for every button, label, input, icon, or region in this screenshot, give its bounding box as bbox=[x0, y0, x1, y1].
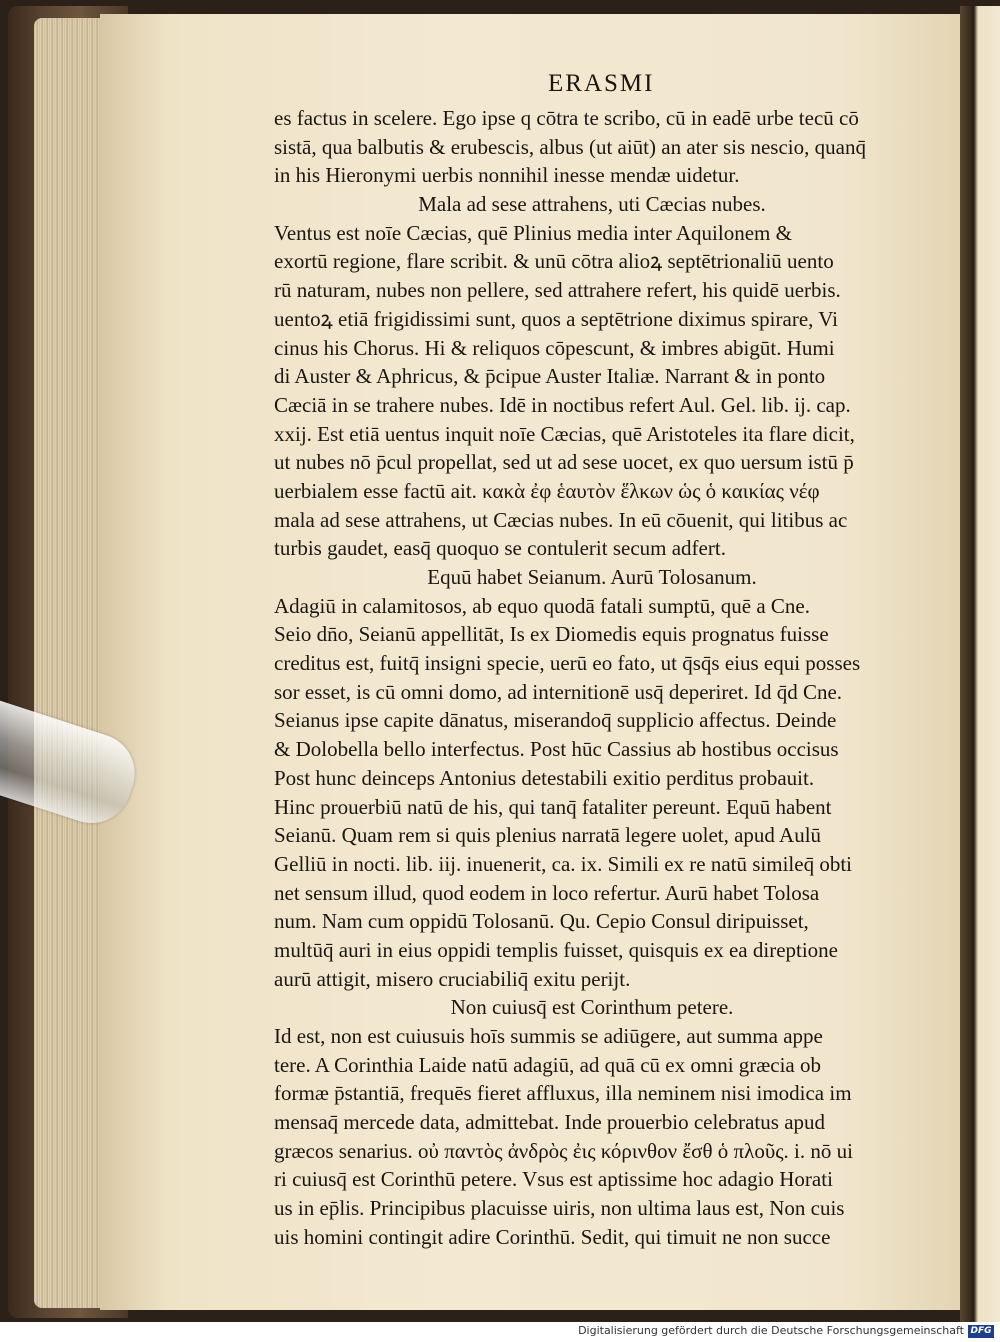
text-line: ri cuiusq̄ est Corinthū petere. Vsus est aptissime hoc adagio Horati bbox=[274, 1167, 833, 1192]
text-line: net sensum illud, quod eodem in loco refertur. Aurū habet Tolosa bbox=[274, 880, 820, 905]
text-line: Seio dn̄o, Seianū appellitāt, Is ex Diomedis equis prognatus fuisse bbox=[274, 622, 829, 647]
text-line: Adagiū in calamitosos, ab equo quodā fatali sumptū, quē a Cne. bbox=[274, 593, 810, 618]
text-line: Ventus est noīe Cæcias, quē Plinius media inter Aquilonem & bbox=[274, 220, 792, 245]
text-line: formæ p̄stantiā, frequēs fieret affluxus, illa neminem nisi imodica im bbox=[274, 1081, 852, 1106]
text-line: num. Nam cum oppidū Tolosanū. Qu. Cepio Consul diripuisset, bbox=[274, 909, 809, 934]
text-line: cinus his Chorus. Hi & reliquos cōpescunt, & imbres abigūt. Humi bbox=[274, 335, 835, 360]
text-line: Gelliū in nocti. lib. iij. inuenerit, ca. ix. Simili ex re natū simileq̄ obti bbox=[274, 851, 852, 876]
text-line: sistā, qua balbutis & erubescis, albus (ut aiūt) an ater sis nescio, quanq̄ bbox=[274, 134, 866, 159]
text-line: Seianus ipse capite dānatus, miserandoq̄ supplicio affectus. Deinde bbox=[274, 708, 837, 733]
text-line: & Dolobella bello interfectus. Post hūc Cassius ab hostibus occisus bbox=[274, 737, 839, 762]
text-line: es factus in scelere. Ego ipse q cōtra te scribo, cū in eadē urbe tecū cō bbox=[274, 106, 859, 130]
dfg-logo: DFG bbox=[968, 1325, 994, 1338]
section-heading: Mala ad sese attrahens, uti Cæcias nubes. bbox=[418, 192, 766, 217]
text-line: rū naturam, nubes non pellere, sed attrahere refert, his quidē uerbis. bbox=[274, 278, 841, 303]
text-line: exortū regione, flare scribit. & unū cōtra alioꝝ septētrionaliū uento bbox=[274, 249, 834, 274]
page-text bbox=[274, 104, 910, 1252]
text-line: mensaq̄ mercede data, admittebat. Inde prouerbio celebratus apud bbox=[274, 1110, 826, 1135]
section-heading: Non cuiusq̄ est Corinthum petere. bbox=[450, 995, 734, 1020]
text-line: mala ad sese attrahens, ut Cæcias nubes. In eū cōuenit, qui litibus ac bbox=[274, 507, 848, 532]
text-line: us in ep̄lis. Principibus placuisse uiris, non ultima laus est, Non cuis bbox=[274, 1196, 845, 1221]
text-line: aurū attigit, misero cruciabiliq̄ exitu perijt. bbox=[274, 966, 631, 991]
text-line: sor esset, is cū omni domo, ad internitionē usq̄ deperiret. Id q̄d Cne. bbox=[274, 679, 843, 704]
text-line: creditus est, fuitq̄ insigni specie, uerū eo fato, ut q̄sq̄s eius equi posses bbox=[274, 651, 861, 676]
text-line: Seianū. Quam rem si quis plenius narratā legere uolet, apud Aulū bbox=[274, 823, 822, 848]
footer bbox=[0, 1322, 1000, 1342]
facing-page-edge bbox=[988, 60, 1000, 260]
text-line: græcos senarius. οὐ παντὸς ἀνδρὸς ἐις κόρινθον ἔσθ ὁ πλοῦς. i. nō ui bbox=[274, 1138, 853, 1163]
text-line: uentoꝝ etiā frigidissimi sunt, quos a septētrione diximus spirare, Vi bbox=[274, 306, 838, 331]
text-line: ut nubes nō p̄cul propellat, sed ut ad sese uocet, ex quo uersum istū p̄ bbox=[274, 450, 854, 475]
text-line: uerbialem esse factū ait. κακὰ ἐφ ἑαυτὸν ἕλκων ὡς ὁ καικίας νέφ bbox=[274, 478, 820, 503]
footer-credit: Digitalisierung gefördert durch die Deutsche Forschungsgemeinschaft bbox=[578, 1324, 964, 1337]
running-head: ERASMI bbox=[548, 70, 655, 97]
text-line: tere. A Corinthia Laide natū adagiū, ad quā cū ex omni græcia ob bbox=[274, 1052, 822, 1077]
text-line: multūq̄ auri in eius oppidi templis fuisset, quisquis ex ea direptione bbox=[274, 937, 839, 962]
text-line: di Auster & Aphricus, & p̄cipue Auster Italiæ. Narrant & in ponto bbox=[274, 364, 826, 389]
text-line: Hinc prouerbiū natū de his, qui tanq̄ fataliter pereunt. Equū habent bbox=[274, 794, 832, 819]
text-line: uis homini contingit adire Corinthū. Sedit, qui timuit ne non succe bbox=[274, 1224, 831, 1249]
text-line: Post hunc deinceps Antonius detestabili exitio perditus probauit. bbox=[274, 765, 815, 790]
text-line: Id est, non est cuiusuis hoīs summis se adiūgere, aut summa appe bbox=[274, 1024, 823, 1048]
text-line: in his Hieronymi uerbis nonnihil inesse mendæ uidetur. bbox=[274, 163, 740, 188]
text-line: xxij. Est etiā uentus inquit noīe Cæcias, quē Aristoteles ita flare dicit, bbox=[274, 421, 855, 446]
text-line: turbis gaudet, easq̄ quoquo se contulerit secum adfert. bbox=[274, 536, 726, 561]
text-line: Cæciā in se trahere nubes. Idē in noctibus refert Aul. Gel. lib. ij. cap. bbox=[274, 392, 851, 417]
section-heading: Equū habet Seianum. Aurū Tolosanum. bbox=[427, 565, 757, 589]
